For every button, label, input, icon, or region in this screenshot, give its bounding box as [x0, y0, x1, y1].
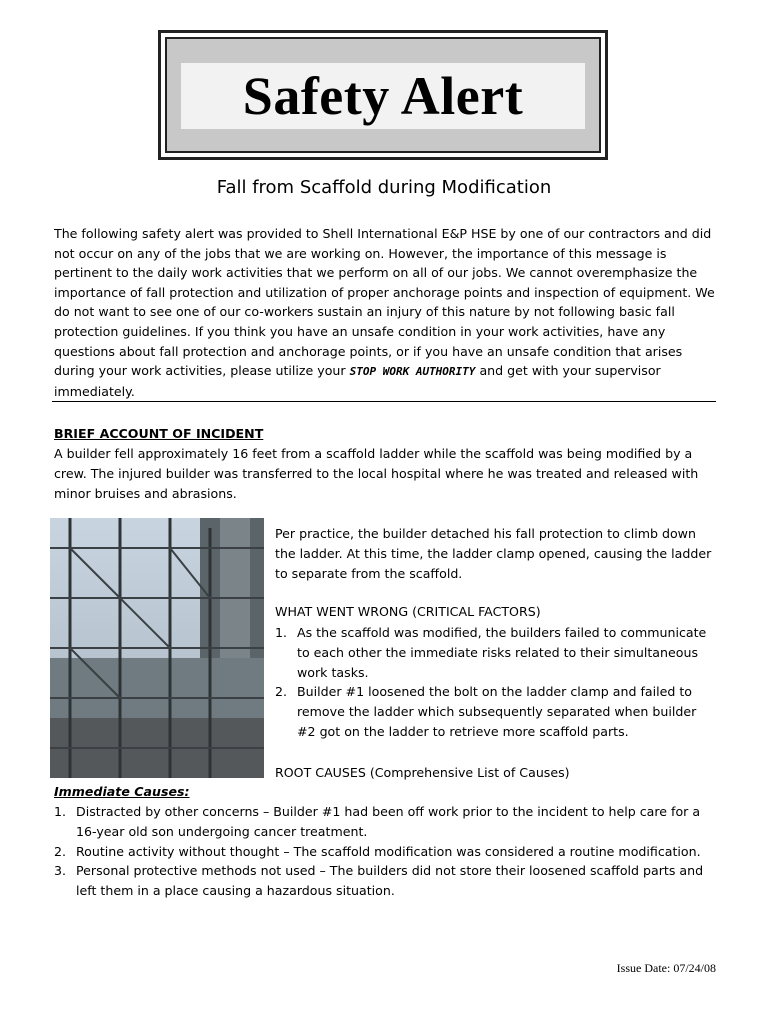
immediate-causes-list [54, 802, 719, 901]
scaffold-photo-illustration [50, 508, 264, 778]
practice-text: Per practice, the builder detached his fall protection to climb down the ladder. At this time, the ladder clamp opened, causing the ladder to separate from the scaffold. [275, 526, 712, 581]
intro-text: The following safety alert was provided to Shell International E&P HSE by one of our contractors and did not occur on any of the jobs that we are working on. However, the importance of this message is pertinent to the daily work activities that we perform on all of our jobs. We cannot overemphasize the importance of fall protection and utilization of proper anchorage points and inspection of equipment. We do not want to see one of our co-workers sustain an injury of this nature by not following basic fall protection guidelines. If you think you have an unsafe condition in your work activities, have any questions about fall protection and anchorage points, or if you have an unsafe condition that arises during your work activities, please utilize your [54, 226, 715, 379]
list-number: 3. [54, 863, 67, 879]
list-item-text: Personal protective methods not used – The builders did not store their loosened scaffold parts and left them in a place causing a hazardous situation. [76, 863, 704, 899]
list-item [275, 682, 715, 741]
what-went-wrong-heading: WHAT WENT WRONG (CRITICAL FACTORS) [275, 604, 541, 619]
header-frame-mid [165, 37, 601, 153]
root-causes-heading: ROOT CAUSES (Comprehensive List of Causes) [275, 765, 570, 780]
list-item-text: Distracted by other concerns – Builder #1 had been off work prior to the incident to help care for a 16-year old son undergoing cancer treatment. [76, 804, 701, 839]
list-number: 1. [54, 804, 67, 819]
stop-work-authority-text: STOP WORK AUTHORITY [349, 365, 476, 379]
page-title: Safety Alert [242, 66, 524, 126]
brief-heading: BRIEF ACCOUNT OF INCIDENT [54, 426, 264, 441]
list-item-text: As the scaffold was modified, the builders failed to communicate to each other the immediate risks related to their simultaneous work tasks. [297, 625, 707, 680]
issue-date: Issue Date: 07/24/08 [616, 961, 716, 975]
list-item [54, 802, 719, 842]
scaffold-photo [50, 508, 264, 778]
what-went-wrong-list [275, 623, 715, 742]
list-item [54, 842, 719, 862]
header-frame-inner [181, 63, 585, 129]
immediate-causes-heading: Immediate Causes: [54, 784, 190, 799]
list-item-text: Builder #1 loosened the bolt on the ladder clamp and failed to remove the ladder which subsequently separated when builder #2 got on the ladder to retrieve more scaffold parts. [297, 684, 697, 739]
list-item [275, 623, 715, 682]
list-item-text: Routine activity without thought – The scaffold modification was considered a routine modification. [76, 843, 701, 859]
section-divider [52, 401, 716, 402]
list-item [54, 861, 719, 901]
list-number: 2. [275, 684, 288, 700]
alert-subtitle: Fall from Scaffold during Modification [216, 177, 552, 198]
brief-text: A builder fell approximately 16 feet from a scaffold ladder while the scaffold was being modified by a crew. The injured builder was transferred to the local hospital where he was treated and released with minor bruises and abrasions. [54, 446, 699, 501]
header-frame [158, 30, 608, 160]
list-number: 1. [275, 625, 288, 640]
list-number: 2. [54, 843, 67, 859]
intro-paragraph [54, 224, 719, 401]
intro-text-end: and get with your supervisor immediately. [54, 363, 661, 399]
